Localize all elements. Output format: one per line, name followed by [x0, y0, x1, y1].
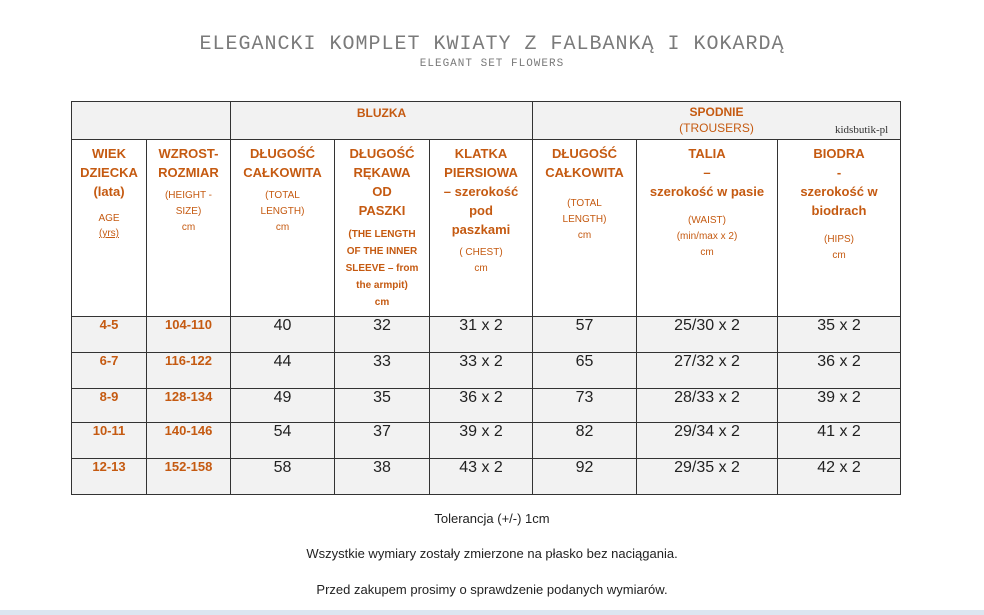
- cell-trousers-length: 73: [533, 389, 637, 423]
- cell-blouse-length: 44: [231, 353, 335, 389]
- col-header-waist: TALIA – szerokość w pasie (WAIST) (min/max x 2) cm: [637, 140, 778, 317]
- cell-height: 104-110: [147, 317, 231, 353]
- cell-chest: 43 x 2: [430, 459, 533, 495]
- group-spodnie-label: SPODNIE: [689, 105, 744, 119]
- cell-height: 152-158: [147, 459, 231, 495]
- col-header-height: WZROST- ROZMIAR (HEIGHT - SIZE) cm: [147, 140, 231, 317]
- horizontal-scrollbar[interactable]: [0, 610, 984, 615]
- col-header-trousers-length: DŁUGOŚĆ CAŁKOWITA (TOTAL LENGTH) cm: [533, 140, 637, 317]
- cell-blouse-length: 58: [231, 459, 335, 495]
- column-header-row: [72, 140, 901, 317]
- cell-waist: 28/33 x 2: [637, 389, 778, 423]
- cell-chest: 36 x 2: [430, 389, 533, 423]
- col-header-sleeve: DŁUGOŚĆ RĘKAWA OD PASZKI (THE LENGTH OF THE INNER SLEEVE – from the armpit) cm: [335, 140, 430, 317]
- cell-waist: 25/30 x 2: [637, 317, 778, 353]
- check-note: Przed zakupem prosimy o sprawdzenie podanych wymiarów.: [316, 582, 668, 597]
- cell-hips: 41 x 2: [778, 423, 901, 459]
- cell-waist: 29/35 x 2: [637, 459, 778, 495]
- col-header-hips: BIODRA - szerokość w biodrach (HIPS) cm: [778, 140, 901, 317]
- group-header-row: [72, 102, 901, 140]
- cell-age: 12-13: [72, 459, 147, 495]
- cell-blouse-length: 49: [231, 389, 335, 423]
- page-subtitle: ELEGANT SET FLOWERS: [419, 58, 565, 70]
- cell-trousers-length: 92: [533, 459, 637, 495]
- cell-age: 8-9: [72, 389, 147, 423]
- col-header-age: WIEK DZIECKA (lata) AGE (yrs): [72, 140, 147, 317]
- cell-chest: 39 x 2: [430, 423, 533, 459]
- group-header-bluzka: BLUZKA: [231, 102, 533, 140]
- table-row: [72, 423, 901, 459]
- cell-hips: 36 x 2: [778, 353, 901, 389]
- table-row: [72, 459, 901, 495]
- cell-blouse-length: 40: [231, 317, 335, 353]
- cell-height: 140-146: [147, 423, 231, 459]
- cell-sleeve: 35: [335, 389, 430, 423]
- cell-waist: 27/32 x 2: [637, 353, 778, 389]
- cell-age: 6-7: [72, 353, 147, 389]
- table-row: [72, 389, 901, 423]
- brand-watermark: kidsbutik-pl: [835, 124, 889, 136]
- cell-sleeve: 33: [335, 353, 430, 389]
- cell-sleeve: 32: [335, 317, 430, 353]
- cell-chest: 33 x 2: [430, 353, 533, 389]
- cell-height: 128-134: [147, 389, 231, 423]
- table-row: [72, 317, 901, 353]
- cell-sleeve: 38: [335, 459, 430, 495]
- cell-waist: 29/34 x 2: [637, 423, 778, 459]
- cell-trousers-length: 82: [533, 423, 637, 459]
- page-title: ELEGANCKI KOMPLET KWIATY Z FALBANKĄ I KOKARDĄ: [199, 33, 785, 56]
- cell-blouse-length: 54: [231, 423, 335, 459]
- cell-hips: 42 x 2: [778, 459, 901, 495]
- col-header-blouse-length: DŁUGOŚĆ CAŁKOWITA (TOTAL LENGTH) cm: [231, 140, 335, 317]
- cell-trousers-length: 65: [533, 353, 637, 389]
- cell-hips: 35 x 2: [778, 317, 901, 353]
- tolerance-note: Tolerancja (+/-) 1cm: [434, 511, 550, 526]
- cell-age: 10-11: [72, 423, 147, 459]
- group-spodnie-en: (TROUSERS): [679, 121, 754, 135]
- group-header-empty: [72, 102, 231, 140]
- cell-sleeve: 37: [335, 423, 430, 459]
- cell-chest: 31 x 2: [430, 317, 533, 353]
- cell-trousers-length: 57: [533, 317, 637, 353]
- cell-height: 116-122: [147, 353, 231, 389]
- table-row: [72, 353, 901, 389]
- cell-age: 4-5: [72, 317, 147, 353]
- cell-hips: 39 x 2: [778, 389, 901, 423]
- size-table: [71, 101, 901, 495]
- measurement-note: Wszystkie wymiary zostały zmierzone na płasko bez naciągania.: [306, 546, 678, 561]
- col-header-chest: KLATKA PIERSIOWA – szerokość pod paszkami ( CHEST) cm: [430, 140, 533, 317]
